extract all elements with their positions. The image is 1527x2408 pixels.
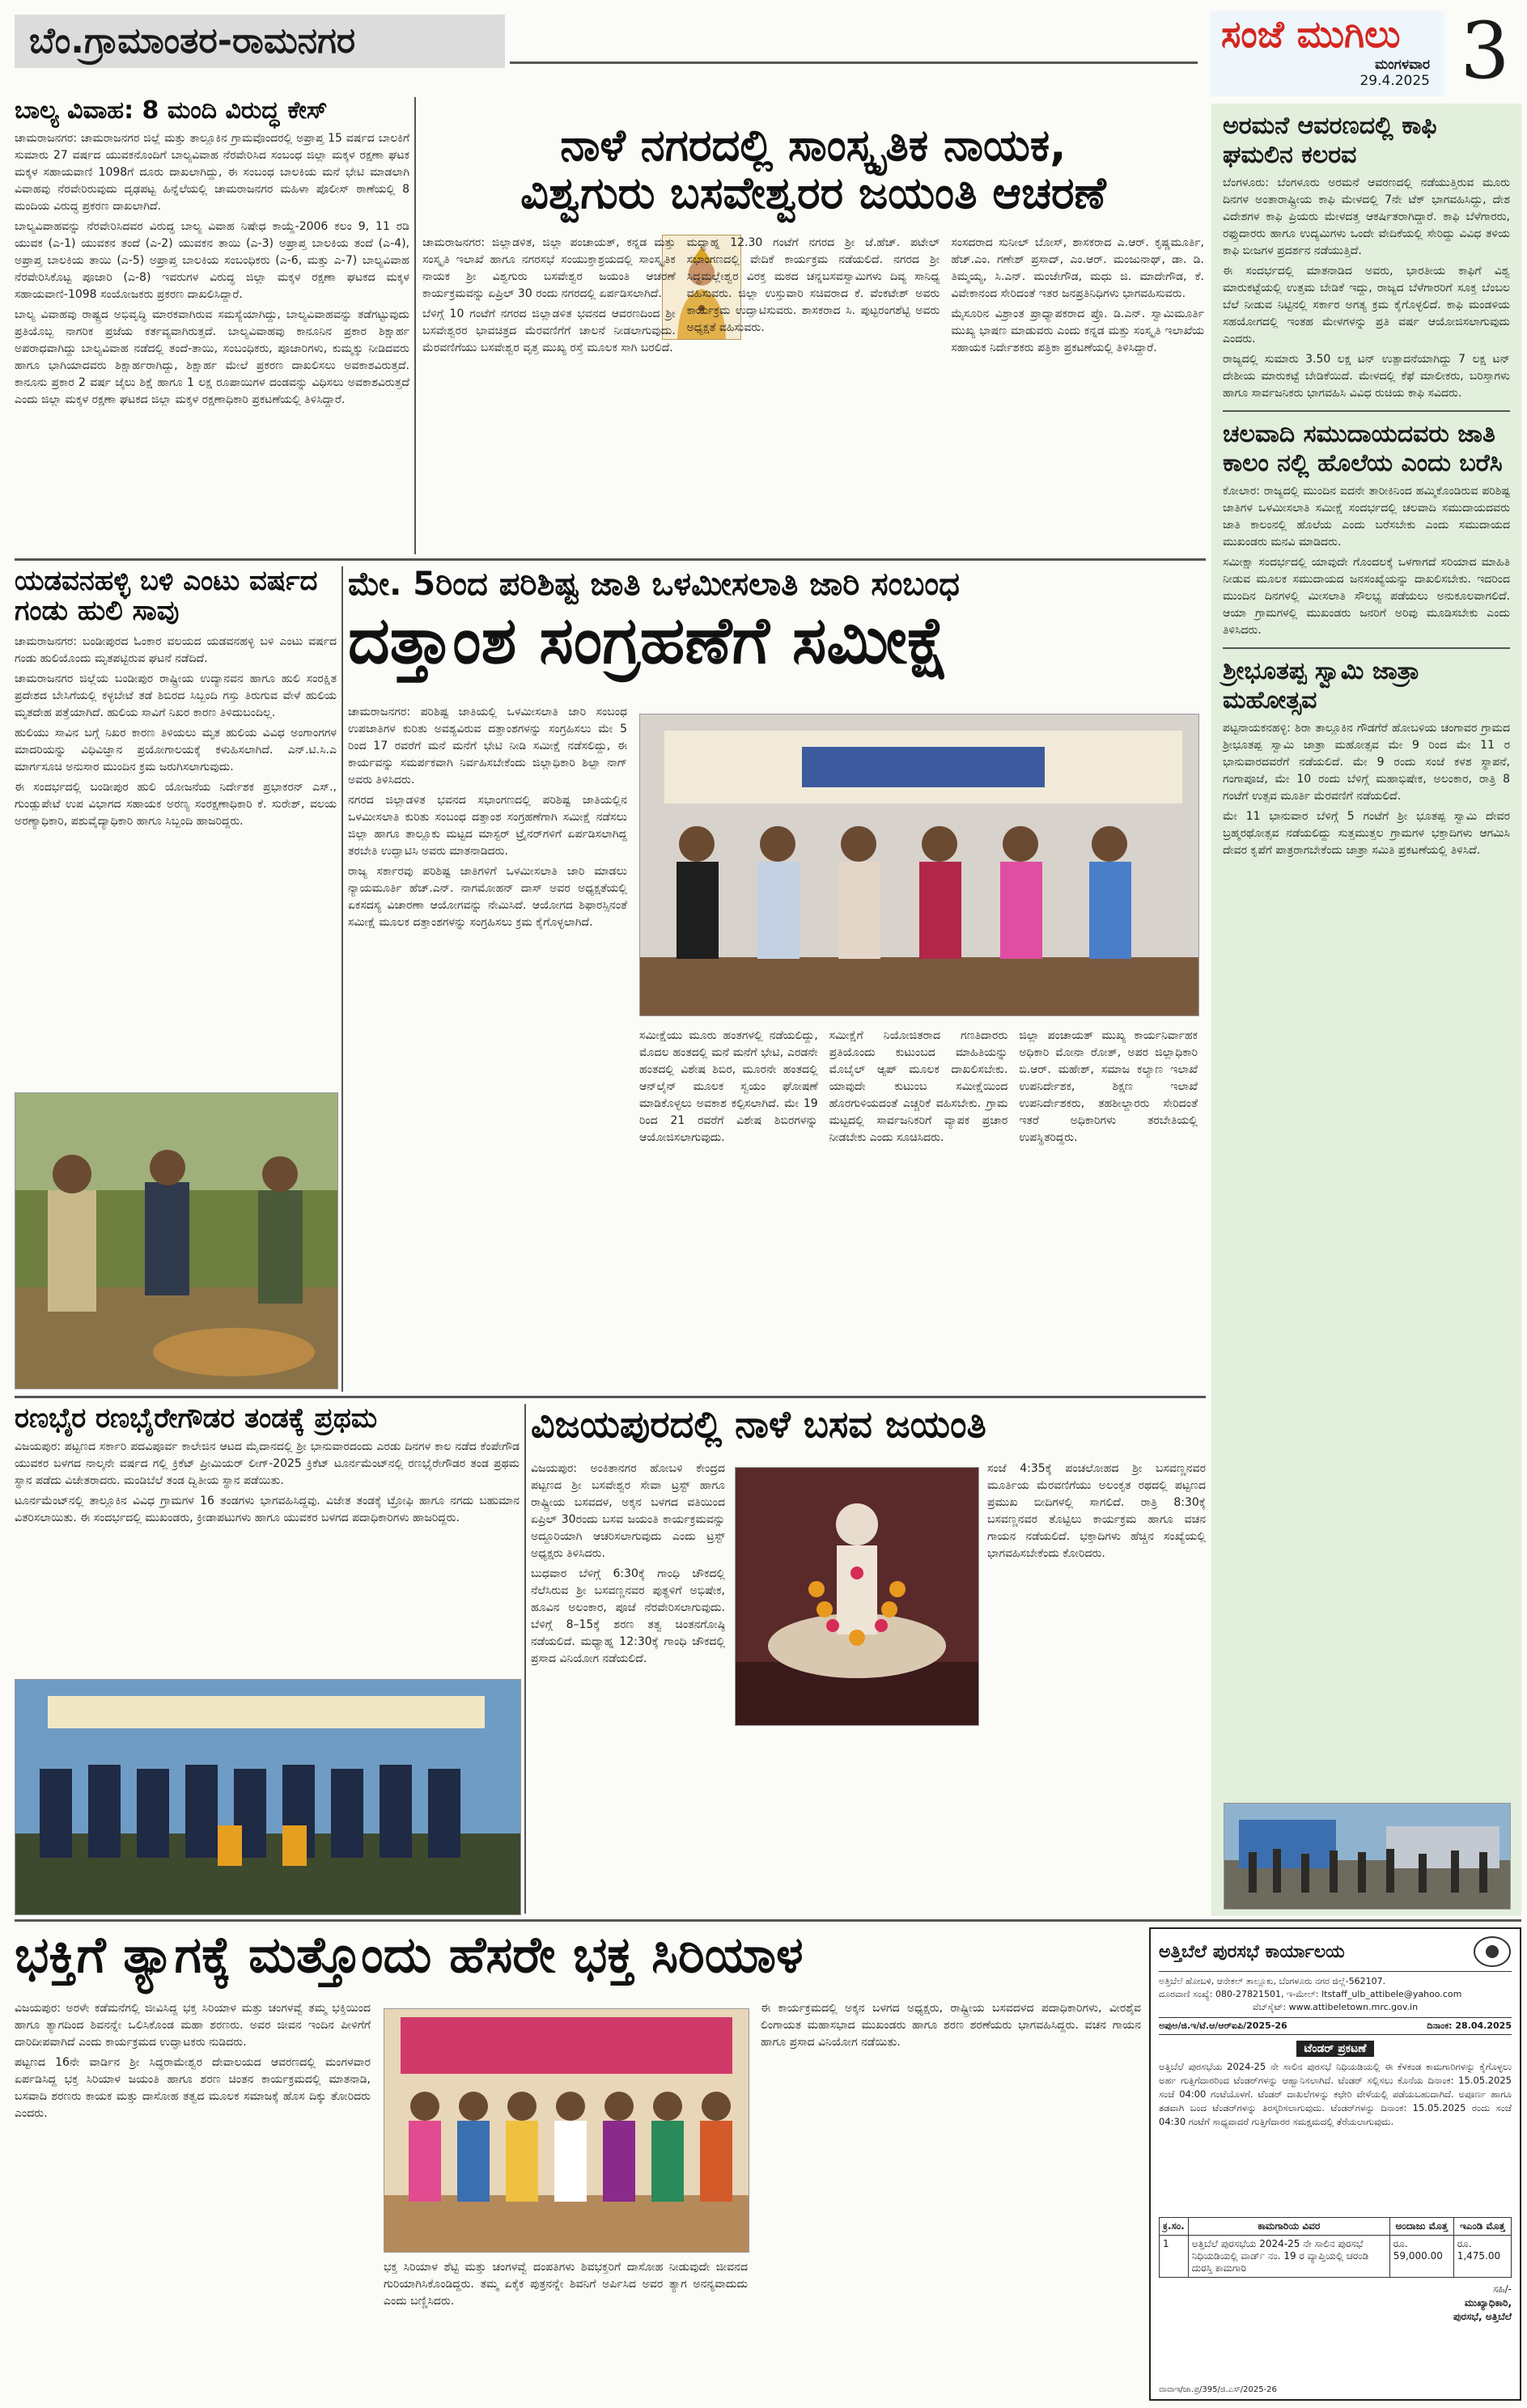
article-paragraph: ರಾಜ್ಯದಲ್ಲಿ ಸುಮಾರು 3.50 ಲಕ್ಷ ಟನ್ ಉತ್ಪಾದನೆಯಾಗಿದ್ದು 7 ಲಕ್ಷ ಟನ್ ದೇಶೀಯ ಮಾರುಕಟ್ಟೆ ಬೇಡಿಕೆಯಿದೆ. ಮೇಳದಲ್ಲಿ ಕೆಫೆ ಮಾಲೀಕರು, ಬರಿಸ್ತಾಗಳು ಹಾಗೂ ಸಾರ್ವಜನಿಕರು ಭಾಗವಹಿಸಿ ವಿವಿಧ ರುಚಿಯ ಕಾಫಿ ಸವಿದರು. <box>1223 353 1510 400</box>
right-sidebar <box>1211 104 1521 1916</box>
article-paragraph: ಸಮೀಕ್ಷಾ ಸಂದರ್ಭದಲ್ಲಿ ಯಾವುದೇ ಗೊಂದಲಕ್ಕೆ ಒಳಗಾಗದೆ ಸರಿಯಾದ ಮಾಹಿತಿ ನೀಡುವ ಮೂಲಕ ಸಮುದಾಯದ ಜನಸಂಖ್ಯೆಯನ್ನು ದಾಖಲಿಸಬೇಕು. ಇದರಿಂದ ಮುಂದಿನ ದಿನಗಳಲ್ಲಿ ಮೀಸಲಾತಿ ಸೌಲಭ್ಯ ಪಡೆಯಲು ಅನುಕೂಲವಾಗಲಿದೆ. ಆಯಾ ಗ್ರಾಮಗಳಲ್ಲಿ ಮುಖಂಡರು ಜನರಿಗೆ ಅರಿವು ಮೂಡಿಸಬೇಕು ಎಂದು ತಿಳಿಸಿದರು. <box>1223 556 1510 637</box>
section-tag <box>15 15 505 68</box>
page-number: 3 <box>1460 6 1510 96</box>
article-bhakta <box>15 1927 1141 2397</box>
article-title: ಯಡವನಹಳ್ಳಿ ಬಳಿ ಎಂಟು ವರ್ಷದ ಗಂಡು ಹುಲಿ ಸಾವು <box>15 566 318 628</box>
article-paragraph: ಬುಧವಾರ ಬೆಳಿಗ್ಗೆ 6:30ಕ್ಕೆ ಗಾಂಧಿ ಚೌಕದಲ್ಲಿ ನೆಲೆಸಿರುವ ಶ್ರೀ ಬಸವಣ್ಣನವರ ಪುತ್ಥಳಿಗೆ ಅಭಿಷೇಕ, ಹೂವಿನ ಅಲಂಕಾರ, ಪೂಜೆ ನೆರವೇರಿಸಲಾಗುವುದು. ಬೆಳಿಗ್ಗೆ 8–15ಕ್ಕೆ ಶರಣ ತತ್ವ ಚಿಂತನಗೋಷ್ಠಿ ನಡೆಯಲಿದೆ. ಮಧ್ಯಾಹ್ನ 12:30ಕ್ಕೆ ಗಾಂಧಿ ಚೌಕದಲ್ಲಿ ಪ್ರಸಾದ ವಿನಿಯೋಗ ನಡೆಯಲಿದೆ. <box>531 1567 725 1665</box>
bhakta-event-photo <box>384 2008 749 2253</box>
article-paragraph: ಸಮೀಕ್ಷೆಯು ಮೂರು ಹಂತಗಳಲ್ಲಿ ನಡೆಯಲಿದ್ದು, ಮೊದಲ ಹಂತದಲ್ಲಿ ಮನೆ ಮನೆಗೆ ಭೇಟಿ, ಎರಡನೇ ಹಂತದಲ್ಲಿ ವಿಶೇಷ ಶಿಬಿರ, ಮೂರನೇ ಹಂತದಲ್ಲಿ ಆನ್‌ಲೈನ್ ಮೂಲಕ ಸ್ವಯಂ ಘೋಷಣೆ ಮಾಡಿಕೊಳ್ಳಲು ಅವಕಾಶ ಕಲ್ಪಿಸಲಾಗಿದೆ. ಮೇ 19 ರಿಂದ 21 ರವರೆಗೆ ವಿಶೇಷ ಶಿಬಿರಗಳನ್ನು ಆಯೋಜಿಸಲಾಗುವುದು. <box>639 1029 818 1144</box>
article-paragraph: ಬೆಳಿಗ್ಗೆ 10 ಗಂಟೆಗೆ ನಗರದ ಜಿಲ್ಲಾಡಳಿತ ಭವನದ ಆವರಣದಿಂದ ಶ್ರೀ ಬಸವೇಶ್ವರರ ಭಾವಚಿತ್ರದ ಮೆರವಣಿಗೆಗೆ ಚಾಲನೆ ನೀಡಲಾಗುವುದು. ಮೆರವಣಿಗೆಯು ಬಸವೇಶ್ವರ ವೃತ್ತ ಮುಖ್ಯ ರಸ್ತೆ ಮೂಲಕ ಸಾಗಿ ಬರಲಿದೆ. <box>422 307 676 354</box>
article-paragraph: ಮೇ 11 ಭಾನುವಾರ ಬೆಳಿಗ್ಗೆ 5 ಗಂಟೆಗೆ ಶ್ರೀ ಭೂತಪ್ಪ ಸ್ವಾಮಿ ದೇವರ ಬ್ರಹ್ಮರಥೋತ್ಸವ ನಡೆಯಲಿದ್ದು ಸುತ್ತಮುತ್ತಲ ಗ್ರಾಮಗಳ ಭಕ್ತಾದಿಗಳು ಆಗಮಿಸಿ ದೇವರ ಕೃಪೆಗೆ ಪಾತ್ರರಾಗಬೇಕೆಂದು ಜಾತ್ರಾ ಸಮಿತಿ ಪ್ರಕಟಣೆಯಲ್ಲಿ ತಿಳಿಸಿದೆ. <box>1223 810 1510 857</box>
article-headline: ದತ್ತಾಂಶ ಸಂಗ್ರಹಣೆಗೆ ಸಮೀಕ್ಷೆ <box>348 603 949 678</box>
tender-signatory-place: ಪುರಸಭೆ, ಅತ್ತಿಬೆಲೆ <box>1453 2311 1512 2322</box>
table-header: ಅಂದಾಜು ಮೊತ್ತ <box>1389 2218 1453 2236</box>
article-paragraph: ಚಾಮರಾಜನಗರ: ಚಾಮರಾಜನಗರ ಜಿಲ್ಲೆ ಮತ್ತು ತಾಲ್ಲೂಕಿನ ಗ್ರಾಮವೊಂದರಲ್ಲಿ ಅಪ್ರಾಪ್ತ 15 ವರ್ಷದ ಬಾಲಕಿಗೆ ಸುಮಾರು 27 ವರ್ಷದ ಯುವಕನೊಂದಿಗೆ ಬಾಲ್ಯವಿವಾಹ ನೆರವೇರಿಸಿದ ಸಂಬಂಧ ಜಿಲ್ಲಾ ಮಕ್ಕಳ ರಕ್ಷಣಾ ಘಟಕ ಮಕ್ಕಳ ಸಹಾಯವಾಣಿ 1098ಗೆ ದೂರು ದಾಖಲಾಗಿದ್ದು, ಈ ಸಂಬಂಧ ಬಾಲಕಿಯ ಮನೆ ಭೇಟಿ ಮಾಡಲಾಗಿ ವಿವಾಹವು ನೆರವೇರಿರುವುದು ದೃಢಪಟ್ಟ ಹಿನ್ನೆಲೆಯಲ್ಲಿ ಚಾಮರಾಜನಗರ ಮಹಿಳಾ ಪೊಲೀಸ್ ಠಾಣೆಯಲ್ಲಿ 8 ಮಂದಿಯ ವಿರುದ್ಧ ಪ್ರಕರಣ ದಾಖಲಾಗಿದೆ. <box>15 132 409 213</box>
article-paragraph: ಈ ಕಾರ್ಯಕ್ರಮದಲ್ಲಿ ಅಕ್ಕನ ಬಳಗದ ಅಧ್ಯಕ್ಷರು, ರಾಷ್ಟ್ರೀಯ ಬಸವದಳದ ಪದಾಧಿಕಾರಿಗಳು, ವೀರಶೈವ ಲಿಂಗಾಯತ ಮಹಾಸಭಾದ ಮುಖಂಡರು ಹಾಗೂ ಶರಣ ಶರಣೆಯರು ಭಾಗವಹಿಸಿದ್ದರು. ವಚನ ಗಾಯನ ಹಾಗೂ ಪ್ರಸಾದ ವಿನಿಯೋಗ ನಡೆಯಿತು. <box>761 2002 1141 2049</box>
table-header: ಕ್ರ.ಸಂ. <box>1160 2218 1189 2236</box>
article-paragraph: ಹುಲಿಯು ಸಾವಿನ ಬಗ್ಗೆ ನಿಖರ ಕಾರಣ ತಿಳಿಯಲು ಮೃತ ಹುಲಿಯ ವಿವಿಧ ಅಂಗಾಂಗಗಳ ಮಾದರಿಯನ್ನು ವಿಧಿವಿಜ್ಞಾನ ಪ್ರಯೋಗಾಲಯಕ್ಕೆ ಕಳುಹಿಸಲಾಗಿದೆ. ಎನ್.ಟಿ.ಸಿ.ಎ ಮಾರ್ಗಸೂಚಿ ಅನುಸಾರ ಮುಂದಿನ ಕ್ರಮ ಜರುಗಿಸಲಾಗುವುದು. <box>15 726 337 774</box>
row-rule <box>15 1919 1521 1922</box>
tender-signature: ಸಹಿ/- <box>1493 2283 1512 2295</box>
tender-table <box>1159 2217 1512 2278</box>
article-paragraph: ಈ ಸಂದರ್ಭದಲ್ಲಿ ಮಾತನಾಡಿದ ಅವರು, ಭಾರತೀಯ ಕಾಫಿಗೆ ವಿಶ್ವ ಮಾರುಕಟ್ಟೆಯಲ್ಲಿ ಉತ್ತಮ ಬೇಡಿಕೆ ಇದ್ದು, ರಾಜ್ಯದ ಬೆಳೆಗಾರರಿಗೆ ಸೂಕ್ತ ಬೆಂಬಲ ಬೆಲೆ ನೀಡುವ ನಿಟ್ಟಿನಲ್ಲಿ ಸರ್ಕಾರ ಅಗತ್ಯ ಕ್ರಮ ಕೈಗೊಳ್ಳಲಿದೆ. ಕಾಫಿ ಮಂಡಳಿಯ ಸಹಯೋಗದಲ್ಲಿ ಇಂತಹ ಮೇಳಗಳನ್ನು ಪ್ರತಿ ವರ್ಷ ಆಯೋಜಿಸಲಾಗುವುದು ಎಂದರು. <box>1223 265 1510 346</box>
article-paragraph: ಚಾಮರಾಜನಗರ: ಬಂಡೀಪುರದ ಓಂಕಾರ ವಲಯದ ಯಡವನಹಳ್ಳಿ ಬಳಿ ಎಂಟು ವರ್ಷದ ಗಂಡು ಹುಲಿಯೊಂದು ಮೃತಪಟ್ಟಿರುವ ಘಟನೆ ನಡೆದಿದೆ. <box>15 634 337 665</box>
table-row <box>1160 2236 1512 2278</box>
chalavadi-title: ಚಲವಾದಿ ಸಮುದಾಯದವರು ಜಾತಿ ಕಾಲಂ ನಲ್ಲಿ ಹೊಲೆಯ ಎಂದು ಬರೆಸಿ <box>1223 420 1503 477</box>
issue-day: ಮಂಗಳವಾರ <box>1374 57 1430 73</box>
article-paragraph: ಪಟ್ಟನಾಯಕನಹಳ್ಳಿ: ಶಿರಾ ತಾಲ್ಲೂಕಿನ ಗೌಡಗೆರೆ ಹೋಬಳಿಯ ಚಂಗಾವರ ಗ್ರಾಮದ ಶ್ರೀಭೂತಪ್ಪ ಸ್ವಾಮಿ ಜಾತ್ರಾ ಮಹೋತ್ಸವ ಮೇ 9 ರಿಂದ ಮೇ 11 ರ ಭಾನುವಾರದವರೆಗೆ ನಡೆಯಲಿದೆ. ಮೇ 9 ರಂದು ಸಂಜೆ ಕಳಶ ಸ್ಥಾಪನೆ, ಗಂಗಾಪೂಜೆ, ಮೇ 10 ರಂದು ಬೆಳಿಗ್ಗೆ ಮಹಾಭಿಷೇಕ, ಅಲಂಕಾರ, ರಾತ್ರಿ 8 ಗಂಟೆಗೆ ಉತ್ಸವ ಮೂರ್ತಿ ಮೆರವಣಿಗೆ ನಡೆಯಲಿದೆ. <box>1223 722 1510 803</box>
article-paragraph: ಮೈಸೂರಿನ ವಿಶ್ರಾಂತ ಪ್ರಾಧ್ಯಾಪಕರಾದ ಪ್ರೊ. ಡಿ.ಎನ್. ಸ್ವಾಮಿಮೂರ್ತಿ ಮುಖ್ಯ ಭಾಷಣ ಮಾಡುವರು ಎಂದು ಕನ್ನಡ ಮತ್ತು ಸಂಸ್ಕೃತಿ ಇಲಾಖೆಯ ಸಹಾಯಕ ನಿರ್ದೇಶಕರು ಪತ್ರಿಕಾ ಪ್ರಕಟಣೆಯಲ್ಲಿ ತಿಳಿಸಿದ್ದಾರೆ. <box>951 307 1204 354</box>
article-paragraph: ಸಂಸದರಾದ ಸುನೀಲ್ ಬೋಸ್, ಶಾಸಕರಾದ ಎ.ಆರ್. ಕೃಷ್ಣಮೂರ್ತಿ, ಹೆಚ್.ಎಂ. ಗಣೇಶ್ ಪ್ರಸಾದ್, ಎಂ.ಆರ್. ಮಂಜುನಾಥ್, ಡಾ. ಡಿ. ತಿಮ್ಮಯ್ಯ, ಸಿ.ಎನ್. ಮಂಜೇಗೌಡ, ಮಧು ಜಿ. ಮಾದೇಗೌಡ, ಕೆ. ವಿವೇಕಾನಂದ ಸೇರಿದಂತೆ ಇತರ ಜನಪ್ರತಿನಿಧಿಗಳು ಭಾಗವಹಿಸುವರು. <box>951 236 1204 300</box>
swamy-title: ಶ್ರೀಭೂತಪ್ಪ ಸ್ವಾಮಿ ಜಾತ್ರಾ ಮಹೋತ್ಸವ <box>1223 657 1420 714</box>
article-title-line2: ವಿಶ್ವಗುರು ಬಸವೇಶ್ವರರ ಜಯಂತಿ ಆಚರಣೆ <box>520 167 1106 219</box>
article-paragraph: ವಿಜಯಪುರ: ಅರಳೇ ಕಡೆಮನೆಗಲ್ಲಿ ಜೀವಿಸಿದ್ದ ಭಕ್ತ ಸಿರಿಯಾಳ ಮತ್ತು ಚಂಗಳವ್ವೆ ತಮ್ಮ ಭಕ್ತಿಯಿಂದ ಹಾಗೂ ತ್ಯಾಗದಿಂದ ಶಿವನನ್ನೇ ಒಲಿಸಿಕೊಂಡ ಮಹಾ ಶರಣರು. ಅವರ ಜೀವನ ಇಂದಿನ ಪೀಳಿಗೆಗೆ ದಾರಿದೀಪವಾಗಿದೆ ಎಂದು ಕಾರ್ಯಕ್ರಮದ ಉದ್ಘಾಟಕರು ನುಡಿದರು. <box>15 2002 371 2049</box>
article-ranabyre <box>15 1404 520 1671</box>
tender-phone: ದೂರವಾಣಿ ಸಂಖ್ಯೆ: 080-27821501, ಇ-ಮೇಲ್: ltstaff_ulb_attibele@yahoo.com <box>1159 1989 1462 1999</box>
article-paragraph: ಮಧ್ಯಾಹ್ನ 12.30 ಗಂಟೆಗೆ ನಗರದ ಶ್ರೀ ಜೆ.ಹೆಚ್. ಪಟೇಲ್ ಸಭಾಂಗಣದಲ್ಲಿ ವೇದಿಕೆ ಕಾರ್ಯಕ್ರಮ ನಡೆಯಲಿದೆ. ನಗರದ ಶ್ರೀ ಸಿದ್ಧಮಲ್ಲೇಶ್ವರ ವಿರಕ್ತ ಮಠದ ಚನ್ನಬಸವಸ್ವಾಮಿಗಳು ದಿವ್ಯ ಸಾನಿಧ್ಯ ವಹಿಸುವರು. ಜಿಲ್ಲಾ ಉಸ್ತುವಾರಿ ಸಚಿವರಾದ ಕೆ. ವೆಂಕಟೇಶ್ ಅವರು ಕಾರ್ಯಕ್ರಮ ಉದ್ಘಾಟಿಸುವರು. ಶಾಸಕರಾದ ಸಿ. ಪುಟ್ಟರಂಗಶೆಟ್ಟಿ ಅವರು ಅಧ್ಯಕ್ಷತೆ ವಹಿಸುವರು. <box>686 236 940 334</box>
article-title: ವಿಜಯಪುರದಲ್ಲಿ ನಾಳೆ ಬಸವ ಜಯಂತಿ <box>531 1404 986 1446</box>
article-survey <box>348 566 1206 1392</box>
article-paragraph: ಚಾಮರಾಜನಗರ ಜಿಲ್ಲೆಯ ಬಂಡೀಪುರ ರಾಷ್ಟ್ರೀಯ ಉದ್ಯಾನವನ ಹಾಗೂ ಹುಲಿ ಸಂರಕ್ಷಿತ ಪ್ರದೇಶದ ಬೇಸಿಗೆಯಲ್ಲಿ ಕಳ್ಳಬೇಟೆ ತಡೆ ಶಿಬಿರದ ಸಿಬ್ಬಂದಿ ಗಸ್ತು ತಿರುಗುವ ವೇಳೆ ಹುಲಿಯ ಮೃತದೇಹ ಪತ್ತೆಯಾಗಿದೆ. ಹುಲಿಯ ಸಾವಿಗೆ ನಿಖರ ಕಾರಣ ತಿಳಿದುಬಂದಿಲ್ಲ. <box>15 672 337 719</box>
crowd-photo-icon <box>1224 1804 1510 1909</box>
article-paragraph: ರಾಜ್ಯ ಸರ್ಕಾರವು ಪರಿಶಿಷ್ಟ ಜಾತಿಗಳಿಗೆ ಒಳಮೀಸಲಾತಿ ಜಾರಿ ಮಾಡಲು ನ್ಯಾಯಮೂರ್ತಿ ಹೆಚ್.ಎನ್. ನಾಗಮೋಹನ್ ದಾಸ್ ಅವರ ಅಧ್ಯಕ್ಷತೆಯಲ್ಲಿ ಏಕಸದಸ್ಯ ವಿಚಾರಣಾ ಆಯೋಗವನ್ನು ನೇಮಿಸಿದೆ. ಆಯೋಗದ ಶಿಫಾರಸ್ಸಿನಂತೆ ಸಮೀಕ್ಷೆ ಮೂಲಕ ದತ್ತಾಂಶಗಳನ್ನು ಸಂಗ್ರಹಿಸಲು ಕ್ರಮ ಕೈಗೊಳ್ಳಲಾಗಿದೆ. <box>348 865 627 929</box>
article-paragraph: ಕೋಲಾರ: ರಾಜ್ಯದಲ್ಲಿ ಮುಂದಿನ ಐದನೇ ತಾರೀಕಿನಿಂದ ಹಮ್ಮಿಕೊಂಡಿರುವ ಪರಿಶಿಷ್ಟ ಜಾತಿಗಳ ಒಳಮೀಸಲಾತಿ ಸಮೀಕ್ಷೆ ಸಂದರ್ಭದಲ್ಲಿ ಚಲವಾದಿ ಸಮುದಾಯದವರು ಜಾತಿ ಕಾಲಂನಲ್ಲಿ ಹೊಲೆಯ ಎಂದು ಬರೆಸಬೇಕು ಎಂದು ಸಮುದಾಯದ ಮುಖಂಡರು ಮನವಿ ಮಾಡಿದರು. <box>1223 485 1510 549</box>
palace-title: ಅರಮನೆ ಆವರಣದಲ್ಲಿ ಕಾಫಿ ಘಮಲಿನ ಕಲರವ <box>1223 112 1437 169</box>
section-name: ಬೆಂ.ಗ್ರಾಮಾಂತರ-ರಾಮನಗರ <box>29 20 356 61</box>
table-cell: ಅತ್ತಿಬೆಲೆ ಪುರಸಭೆಯ 2024-25 ನೇ ಸಾಲಿನ ಪುರಸಭೆ ನಿಧಿಯಡಿಯಲ್ಲಿ ವಾರ್ಡ್ ನಂ. 19 ರ ವ್ಯಾಪ್ತಿಯಲ್ಲಿ ಚರಂಡಿ ದುರಸ್ತಿ ಕಾಮಗಾರಿ <box>1188 2236 1389 2278</box>
article-paragraph: ಭಕ್ತ ಸಿರಿಯಾಳ ಶೆಟ್ಟಿ ಮತ್ತು ಚಂಗಳವ್ವೆ ದಂಪತಿಗಳು ಶಿವಭಕ್ತರಿಗೆ ದಾಸೋಹ ನೀಡುವುದೇ ಜೀವನದ ಗುರಿಯಾಗಿಸಿಕೊಂಡಿದ್ದರು. ತಮ್ಮ ಏಕೈಕ ಪುತ್ರನನ್ನೇ ಶಿವನಿಗೆ ಅರ್ಪಿಸಿದ ಅವರ ತ್ಯಾಗ ಅನನ್ಯವಾದುದು ಎಂದು ಬಣ್ಣಿಸಿದರು. <box>384 2261 748 2308</box>
officials-photo-icon <box>640 714 1198 1015</box>
survey-training-photo <box>639 714 1199 1016</box>
sidebar-rule <box>1223 647 1510 649</box>
tender-website: ವೆಬ್‌ಸೈಟ್: www.attibeletown.mrc.gov.in <box>1252 2002 1419 2012</box>
tender-date: ದಿನಾಂಕ: 28.04.2025 <box>1427 2020 1512 2031</box>
basava-statue-photo <box>735 1467 979 1726</box>
table-header: ಇಎಂಡಿ ಮೊತ್ತ <box>1453 2218 1511 2236</box>
row-rule <box>15 1396 1206 1398</box>
tender-ref: ಅಪುಅ/ಜಿ.ಇ/ಟೆ.ಆ/ಆರ್‌ಐಪಿ/2025-26 <box>1159 2020 1287 2031</box>
article-basaveshwara <box>422 121 1204 554</box>
article-kicker: ಮೇ. 5ರಿಂದ ಪರಿಶಿಷ್ಟ ಜಾತಿ ಒಳಮೀಸಲಾತಿ ಜಾರಿ ಸಂಬಂಧ <box>348 566 960 603</box>
paper-logo <box>1210 11 1444 96</box>
article-vijayapura <box>531 1404 1206 1914</box>
article-paragraph: ಚಾಮರಾಜನಗರ: ಜಿಲ್ಲಾಡಳಿತ, ಜಿಲ್ಲಾ ಪಂಚಾಯತ್, ಕನ್ನಡ ಮತ್ತು ಸಂಸ್ಕೃತಿ ಇಲಾಖೆ ಹಾಗೂ ನಗರಸಭೆ ಸಂಯುಕ್ತಾಶ್ರಯದಲ್ಲಿ ಸಾಂಸ್ಕೃತಿಕ ನಾಯಕ ಶ್ರೀ ವಿಶ್ವಗುರು ಬಸವೇಶ್ವರ ಜಯಂತಿ ಆಚರಣೆ ಕಾರ್ಯಕ್ರಮವನ್ನು ಏಪ್ರಿಲ್ 30 ರಂದು ನಗರದಲ್ಲಿ ಏರ್ಪಡಿಸಲಾಗಿದೆ. <box>422 236 676 300</box>
jatra-crowd-photo <box>1224 1803 1511 1910</box>
article-paragraph: ಬಾಲ್ಯವಿವಾಹವನ್ನು ನೆರವೇರಿಸಿದವರ ವಿರುದ್ಧ ಬಾಲ್ಯ ವಿವಾಹ ನಿಷೇಧ ಕಾಯ್ದೆ-2006 ಕಲಂ 9, 11 ರಡಿ ಯುವಕ (ಎ-1) ಯುವಕನ ತಂದೆ (ಎ-2) ಯುವಕನ ತಾಯಿ (ಎ-3) ಅಪ್ರಾಪ್ತ ಬಾಲಕಿಯ ತಂದೆ (ಎ-4), ಅಪ್ರಾಪ್ತ ಬಾಲಕಿಯ ತಾಯಿ (ಎ-5) ಅಪ್ರಾಪ್ತ ಬಾಲಕಿಯ ಸಂಬಂಧಿಕರು (ಎ-6, ಮತ್ತು ಎ-7) ಬಾಲ್ಯವಿವಾಹ ನೆರವೇರಿಸಿಕೊಟ್ಟ ಪೂಜಾರಿ (ಎ-8) ಇವರುಗಳ ವಿರುದ್ಧ ಜಿಲ್ಲಾ ಮಕ್ಕಳ ರಕ್ಷಣಾ ಘಟಕದ ಮಕ್ಕಳ ಸಹಾಯವಾಣಿ-1098 ಸಂಯೋಜಕರು ಪ್ರಕರಣ ದಾಖಲಿಸಿದ್ದಾರೆ. <box>15 220 409 301</box>
article-paragraph: ಸಂಜೆ 4:35ಕ್ಕೆ ಪಂಚಲೋಹದ ಶ್ರೀ ಬಸವಣ್ಣನವರ ಮೂರ್ತಿಯ ಮೆರವಣಿಗೆಯು ಅಲಂಕೃತ ರಥದಲ್ಲಿ ಪಟ್ಟಣದ ಪ್ರಮುಖ ಬೀದಿಗಳಲ್ಲಿ ಸಾಗಲಿದೆ. ರಾತ್ರಿ 8:30ಕ್ಕೆ ಬಸವಣ್ಣನವರ ತೊಟ್ಟಿಲು ಕಾರ್ಯಕ್ರಮ ಹಾಗೂ ವಚನ ಗಾಯನ ನಡೆಯಲಿದೆ. ಭಕ್ತಾದಿಗಳು ಹೆಚ್ಚಿನ ಸಂಖ್ಯೆಯಲ್ಲಿ ಭಾಗವಹಿಸಬೇಕೆಂದು ಕೋರಿದರು. <box>987 1462 1206 1560</box>
article-paragraph: ನಗರದ ಜಿಲ್ಲಾಡಳಿತ ಭವನದ ಸಭಾಂಗಣದಲ್ಲಿ ಪರಿಶಿಷ್ಟ ಜಾತಿಯಲ್ಲಿನ ಒಳಮೀಸಲಾತಿ ಕುರಿತು ಸಂಬಂಧ ದತ್ತಾಂಶ ಸಂಗ್ರಹಣೆಗಾಗಿ ಸಮೀಕ್ಷೆ ನಡೆಸಲು ಜಿಲ್ಲಾ ಹಾಗೂ ತಾಲ್ಲೂಕು ಮಟ್ಟದ ಮಾಸ್ಟರ್ ಟ್ರೈನರ್‌ಗಳಿಗೆ ಏರ್ಪಡಿಸಲಾಗಿದ್ದ ತರಬೇತಿ ಉದ್ಘಾಟಿಸಿ ಅವರು ಮಾತನಾಡಿದರು. <box>348 794 627 858</box>
group-photo-icon <box>384 2009 749 2252</box>
team-photo-icon <box>15 1680 520 1914</box>
article-paragraph: ಚಾಮರಾಜನಗರ: ಪರಿಶಿಷ್ಟ ಜಾತಿಯಲ್ಲಿ ಒಳಮೀಸಲಾತಿ ಜಾರಿ ಸಂಬಂಧ ಉಪಜಾತಿಗಳ ಕುರಿತು ಅವಶ್ಯವಿರುವ ದತ್ತಾಂಶಗಳನ್ನು ಸಂಗ್ರಹಿಸಲು ಮೇ 5 ರಿಂದ 17 ರವರೆಗೆ ಮನೆ ಮನೆಗೆ ಭೇಟಿ ನೀಡಿ ಸಮೀಕ್ಷೆ ನಡೆಸಲಿದ್ದು, ಈ ಕಾರ್ಯವನ್ನು ಸಮರ್ಪಕವಾಗಿ ನಿರ್ವಹಿಸಬೇಕೆಂದು ಜಿಲ್ಲಾಧಿಕಾರಿ ಶಿಲ್ಪಾ ನಾಗ್ ಅವರು ತಿಳಿಸಿದರು. <box>348 706 627 786</box>
article-title: ಬಾಲ್ಯ ವಿವಾಹ: 8 ಮಂದಿ ವಿರುದ್ಧ ಕೇಸ್ <box>15 97 328 125</box>
tender-address: ಅತ್ತಿಬೆಲೆ ಹೋಬಳಿ, ಆನೇಕಲ್ ತಾಲ್ಲೂಕು, ಬೆಂಗಳೂರು ನಗರ ಜಿಲ್ಲೆ-562107. <box>1159 1976 1386 1986</box>
cricket-team-photo <box>15 1679 521 1915</box>
article-title: ಭಕ್ತಿಗೆ ತ್ಯಾಗಕ್ಕೆ ಮತ್ತೊಂದು ಹೆಸರೇ ಭಕ್ತ ಸಿರಿಯಾಳ <box>15 1927 804 1984</box>
article-child-marriage <box>15 97 409 554</box>
article-title-line1: ನಾಳೆ ನಗರದಲ್ಲಿ ಸಾಂಸ್ಕೃತಿಕ ನಾಯಕ, <box>560 121 1067 171</box>
tender-footer-code: ವಾವಾಇ/ಜಾ.ಪ್ರ/395/ಜಿ.ಎಸ್/2025-26 <box>1159 2385 1277 2394</box>
masthead-rule <box>510 61 1198 64</box>
article-paragraph: ಬಾಲ್ಯ ವಿವಾಹವು ರಾಷ್ಟ್ರದ ಅಭಿವೃದ್ಧಿ ಮಾರಕವಾಗಿರುವ ಸಮಸ್ಯೆಯಾಗಿದ್ದು, ಬಾಲ್ಯವಿವಾಹವನ್ನು ತಡೆಗಟ್ಟುವುದು ಪ್ರತಿಯೊಬ್ಬ ನಾಗರಿಕ ಪ್ರಜೆಯ ಕರ್ತವ್ಯವಾಗಿರುತ್ತದೆ. ಬಾಲ್ಯವಿವಾಹವು ಕಾನೂನಿನ ಪ್ರಕಾರ ಶಿಕ್ಷಾರ್ಹ ಅಪರಾಧವಾಗಿದ್ದು ಬಾಲ್ಯವಿವಾಹ ನಡೆದಲ್ಲಿ ತಂದೆ-ತಾಯಿ, ಸಂಬಂಧಿಕರು, ಪೂಜಾರಿಗಳು, ಕುಮ್ಮಕ್ಕು ನೀಡಿದವರು ಹಾಗೂ ಭಾಗಿಯಾದವರು ಶಿಕ್ಷಾರ್ಹರಾಗಿದ್ದು, ಶಿಕ್ಷಾರ್ಹ ಮೇಲೆ ಪ್ರಕರಣ ದಾಖಲಿಸಲು ಅವಕಾಶವಿರುತ್ತದೆ. ಕಾನೂನು ಪ್ರಕಾರ 2 ವರ್ಷ ಜೈಲು ಶಿಕ್ಷೆ ಹಾಗೂ 1 ಲಕ್ಷ ರೂಪಾಯಿಗಳ ದಂಡವನ್ನು ವಿಧಿಸಲು ಅವಕಾಶವಿರುತ್ತದೆ ಎಂದು ಜಿಲ್ಲಾ ಮಕ್ಕಳ ರಕ್ಷಣಾ ಘಟಕದ ಜಿಲ್ಲಾ ಮಕ್ಕಳ ರಕ್ಷಣಾಧಿಕಾರಿ ಪ್ರಕಟಣೆಯಲ್ಲಿ ತಿಳಿಸಿದ್ದಾರೆ. <box>15 308 409 406</box>
article-paragraph: ವಿಜಯಪುರ: ಅಂಕಿತಾನಗರ ಹೋಬಳಿ ಕೇಂದ್ರದ ಪಟ್ಟಣದ ಶ್ರೀ ಬಸವೇಶ್ವರ ಸೇವಾ ಟ್ರಸ್ಟ್ ಹಾಗೂ ರಾಷ್ಟ್ರೀಯ ಬಸವದಳ, ಅಕ್ಕನ ಬಳಗದ ವತಿಯಿಂದ ಏಪ್ರಿಲ್ 30ರಂದು ಬಸವ ಜಯಂತಿ ಕಾರ್ಯಕ್ರಮವನ್ನು ಅದ್ದೂರಿಯಾಗಿ ಆಚರಿಸಲಾಗುವುದು ಎಂದು ಟ್ರಸ್ಟ್ ಅಧ್ಯಕ್ಷರು ತಿಳಿಸಿದರು. <box>531 1462 725 1560</box>
column-rule <box>524 1404 526 1914</box>
forest-photo-icon <box>15 1093 337 1388</box>
logo-part-red: ಸಂಜೆ ಮುಗಿಲು <box>1221 12 1401 56</box>
issue-date: 29.4.2025 <box>1359 73 1430 89</box>
table-header: ಕಾಮಗಾರಿಯ ವಿವರ <box>1188 2218 1389 2236</box>
statue-photo-icon <box>736 1468 978 1725</box>
tender-notice-text: ಅತ್ತಿಬೆಲೆ ಪುರಸಭೆಯ 2024-25 ನೇ ಸಾಲಿನ ಪುರಸಭೆ ನಿಧಿಯಡಿಯಲ್ಲಿ ಈ ಕೆಳಕಂಡ ಕಾಮಗಾರಿಗಳನ್ನು ಕೈಗೊಳ್ಳಲು ಅರ್ಹ ಗುತ್ತಿಗೆದಾರರಿಂದ ಟೆಂಡರ್‌ಗಳನ್ನು ಆಹ್ವಾನಿಸಲಾಗಿದೆ. ಟೆಂಡರ್ ಸಲ್ಲಿಸಲು ಕೊನೆಯ ದಿನಾಂಕ: 15.05.2025 ಸಂಜೆ 04:00 ಗಂಟೆಯೊಳಗೆ. ಟೆಂಡರ್ ದಾಖಲೆಗಳನ್ನು ಕಛೇರಿ ವೇಳೆಯಲ್ಲಿ ಪಡೆಯಬಹುದಾಗಿದೆ. ಅಪೂರ್ಣ ಹಾಗೂ ತಡವಾಗಿ ಬಂದ ಟೆಂಡರ್‌ಗಳನ್ನು ತಿರಸ್ಕರಿಸಲಾಗುವುದು. ಟೆಂಡರ್‌ಗಳನ್ನು ದಿನಾಂಕ: 15.05.2025 ರಂದು ಸಂಜೆ 04:30 ಗಂಟೆಗೆ ಸಾಧ್ಯವಾದರೆ ಗುತ್ತಿಗೆದಾರರ ಸಮಕ್ಷಮದಲ್ಲಿ ತೆರೆಯಲಾಗುವುದು. <box>1159 2061 1512 2127</box>
article-paragraph: ಸಮೀಕ್ಷೆಗೆ ನಿಯೋಜಿತರಾದ ಗಣತಿದಾರರು ಪ್ರತಿಯೊಂದು ಕುಟುಂಬದ ಮಾಹಿತಿಯನ್ನು ಮೊಬೈಲ್ ಆ್ಯಪ್ ಮೂಲಕ ದಾಖಲಿಸಬೇಕು. ಯಾವುದೇ ಕುಟುಂಬ ಸಮೀಕ್ಷೆಯಿಂದ ಹೊರಗುಳಿಯದಂತೆ ಎಚ್ಚರಿಕೆ ವಹಿಸಬೇಕು. ಗ್ರಾಮ ಮಟ್ಟದಲ್ಲಿ ಸಾರ್ವಜನಿಕರಿಗೆ ವ್ಯಾಪಕ ಪ್ರಚಾರ ನೀಡಬೇಕು ಎಂದು ಸೂಚಿಸಿದರು. <box>829 1029 1008 1144</box>
row-rule <box>15 558 1206 561</box>
tender-signatory: ಮುಖ್ಯಾಧಿಕಾರಿ, <box>1464 2297 1512 2308</box>
article-paragraph: ಟೂರ್ನಮೆಂಟ್‌ನಲ್ಲಿ ತಾಲ್ಲೂಕಿನ ವಿವಿಧ ಗ್ರಾಮಗಳ 16 ತಂಡಗಳು ಭಾಗವಹಿಸಿದ್ದವು. ವಿಜೇತ ತಂಡಕ್ಕೆ ಟ್ರೋಫಿ ಹಾಗೂ ನಗದು ಬಹುಮಾನ ವಿತರಿಸಲಾಯಿತು. ಈ ಸಂದರ್ಭದಲ್ಲಿ ಮುಖಂಡರು, ಕ್ರೀಡಾಪಟುಗಳು ಹಾಗೂ ಯುವಕರ ಬಳಗದ ಪದಾಧಿಕಾರಿಗಳು ಹಾಜರಿದ್ದರು. <box>15 1494 520 1525</box>
table-cell: ರೂ. 59,000.00 <box>1389 2236 1453 2278</box>
article-tiger <box>15 566 337 1084</box>
table-cell: 1 <box>1160 2236 1189 2278</box>
article-title: ರಣಭೈರ ರಣಭೈರೇಗೌಡರ ತಂಡಕ್ಕೆ ಪ್ರಥಮ <box>15 1404 378 1435</box>
tender-office: ಅತ್ತಿಬೆಲೆ ಪುರಸಭೆ ಕಾರ್ಯಾಲಯ <box>1159 1941 1345 1962</box>
government-emblem-icon <box>1473 1935 1512 1968</box>
tender-advertisement <box>1149 1927 1521 2401</box>
column-rule <box>341 566 343 1392</box>
article-paragraph: ಬೆಂಗಳೂರು: ಬೆಂಗಳೂರು ಅರಮನೆ ಆವರಣದಲ್ಲಿ ನಡೆಯುತ್ತಿರುವ ಮೂರು ದಿನಗಳ ಅಂತಾರಾಷ್ಟ್ರೀಯ ಕಾಫಿ ಮೇಳದಲ್ಲಿ 7ನೇ ಟೆಕ್ ಭಾಗವಹಿಸಿದ್ದು, ದೇಶ ವಿದೇಶಗಳ ಕಾಫಿ ಪ್ರಿಯರು ಮೇಳದತ್ತ ಆಕರ್ಷಿತರಾಗಿದ್ದಾರೆ. ಕಾಫಿ ಬೆಳೆಗಾರರು, ರಫ್ತುದಾರರು ಹಾಗೂ ಉದ್ಯಮಿಗಳು ಒಂದೇ ವೇದಿಕೆಯಲ್ಲಿ ಸೇರಿದ್ದು ವಿವಿಧ ತಳಿಯ ಕಾಫಿ ಬೀಜಗಳ ಪ್ರದರ್ಶನ ನಡೆಯುತ್ತಿದೆ. <box>1223 176 1510 257</box>
article-paragraph: ಪಟ್ಟಣದ 16ನೇ ವಾರ್ಡಿನ ಶ್ರೀ ಸಿದ್ಧರಾಮೇಶ್ವರ ದೇವಾಲಯದ ಆವರಣದಲ್ಲಿ ಮಂಗಳವಾರ ಏರ್ಪಡಿಸಿದ್ದ ಭಕ್ತ ಸಿರಿಯಾಳ ಜಯಂತಿ ಹಾಗೂ ಶರಣ ಚಿಂತನ ಕಾರ್ಯಕ್ರಮದಲ್ಲಿ ಮಾತನಾಡಿ, ಬಸವಾದಿ ಶರಣರು ಕಾಯಕ ಮತ್ತು ದಾಸೋಹ ತತ್ವದ ಮೂಲಕ ಸಮಾಜಕ್ಕೆ ಹೊಸ ದಿಕ್ಕು ತೋರಿದರು ಎಂದರು. <box>15 2056 371 2120</box>
tender-notice-title: ಟೆಂಡರ್ ಪ್ರಕಟಣೆ <box>1296 2041 1375 2057</box>
table-cell: ರೂ. 1,475.00 <box>1453 2236 1511 2278</box>
tiger-photo <box>15 1092 338 1389</box>
column-rule <box>414 97 416 554</box>
article-paragraph: ಜಿಲ್ಲಾ ಪಂಚಾಯತ್ ಮುಖ್ಯ ಕಾರ್ಯನಿರ್ವಾಹಕ ಅಧಿಕಾರಿ ಮೋನಾ ರೋತ್, ಅಪರ ಜಿಲ್ಲಾಧಿಕಾರಿ ಬಿ.ಆರ್. ಮಹೇಶ್, ಸಮಾಜ ಕಲ್ಯಾಣ ಇಲಾಖೆ ಉಪನಿರ್ದೇಶಕ, ಶಿಕ್ಷಣ ಇಲಾಖೆ ಉಪನಿರ್ದೇಶಕರು, ತಹಶೀಲ್ದಾರರು ಸೇರಿದಂತೆ ಇತರೆ ಅಧಿಕಾರಿಗಳು ತರಬೇತಿಯಲ್ಲಿ ಉಪಸ್ಥಿತರಿದ್ದರು. <box>1019 1029 1198 1144</box>
sidebar-rule <box>1223 410 1510 412</box>
article-paragraph: ಈ ಸಂದರ್ಭದಲ್ಲಿ ಬಂಡೀಪುರ ಹುಲಿ ಯೋಜನೆಯ ನಿರ್ದೇಶಕ ಪ್ರಭಾಕರನ್ ಎಸ್., ಗುಂಡ್ಲುಪೇಟೆ ಉಪ ವಿಭಾಗದ ಸಹಾಯಕ ಅರಣ್ಯ ಸಂರಕ್ಷಣಾಧಿಕಾರಿ ಕೆ. ಸುರೇಶ್, ವಲಯ ಅರಣ್ಯಾಧಿಕಾರಿ, ಪಶುವೈದ್ಯಾಧಿಕಾರಿ ಹಾಗೂ ಸಿಬ್ಬಂದಿ ಹಾಜರಿದ್ದರು. <box>15 780 337 828</box>
article-paragraph: ವಿಜಯಪುರ: ಪಟ್ಟಣದ ಸರ್ಕಾರಿ ಪದವಿಪೂರ್ವ ಕಾಲೇಜಿನ ಆಟದ ಮೈದಾನದಲ್ಲಿ ಶ್ರೀ ಭಾನುವಾರದಂದು ಎರಡು ದಿನಗಳ ಕಾಲ ನಡೆದ ಕೆಂಪೇಗೌಡ ಯುವಕರ ಬಳಗದ ನಾಲ್ಕನೇ ವರ್ಷದ ಗಲ್ಲಿ ಕ್ರಿಕೆಟ್ ಪ್ರೀಮಿಯರ್ ಲೀಗ್-2025 ಕ್ರಿಕೆಟ್ ಟೂರ್ನಮೆಂಟ್‌ನಲ್ಲಿ ರಣಭೈರೇಗೌಡರ ತಂಡ ಪ್ರಥಮ ಸ್ಥಾನ ಪಡೆದು ವಿಜೇತರಾದರು. ಮಂಡಿಬೆಲೆ ತಂಡ ದ್ವಿತೀಯ ಸ್ಥಾನ ಪಡೆಯಿತು. <box>15 1440 520 1488</box>
